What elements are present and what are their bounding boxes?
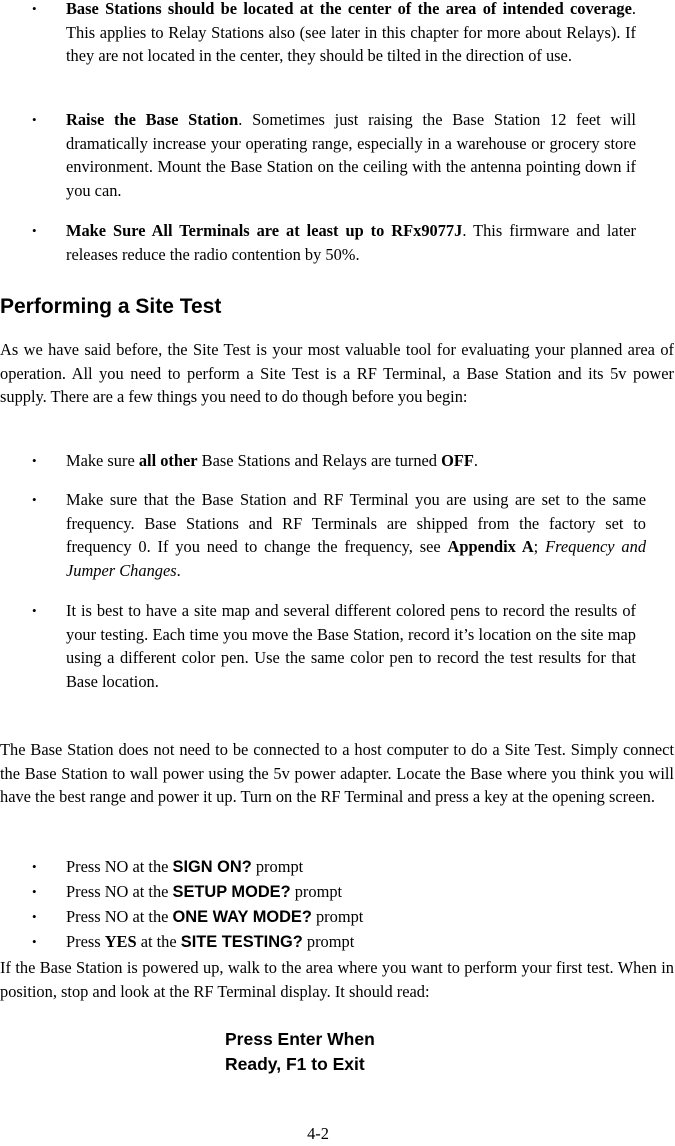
page-number: 4-2 (307, 1124, 329, 1143)
terminal-display-line-1: Press Enter When (225, 1029, 375, 1049)
appendix-reference: Appendix A (447, 537, 534, 557)
list-item (32, 0, 636, 69)
prompt-name: ONE WAY MODE? (172, 908, 312, 926)
list-item (32, 219, 636, 267)
bullet-text: . This firmware and later releases reduce the radio contention by 50%. (66, 221, 636, 264)
step-text: Press NO at the (66, 882, 173, 901)
bullet-text: . (473, 451, 478, 470)
bullet: • (32, 859, 37, 874)
prompt-name: SETUP MODE? (172, 883, 291, 901)
key-yes: YES (104, 932, 137, 951)
step-text: Press NO at the (66, 857, 173, 876)
bullet: • (32, 1, 37, 16)
bullet-text: Base Stations and Relays are turned (197, 451, 442, 470)
prompt-name: SITE TESTING? (180, 933, 303, 951)
bullet-text: It is best to have a site map and several different colored pens to record the results of your testing. Each time you move the Base Station, record it’s location on the site map using a different color pen. Use the same color pen to record the test results for that Base location. (66, 601, 636, 691)
bullet: • (32, 934, 37, 949)
display-instructions: If the Base Station is powered up, walk to the area where you want to perform your first test. When in position, stop and look at the RF Terminal display. It should read: (0, 958, 674, 1001)
bullet-text: Make sure (66, 451, 139, 470)
bullet: • (32, 909, 37, 924)
bullet-bold: OFF (441, 451, 474, 470)
bullet: • (32, 603, 37, 618)
bullet-bold-lead: Make Sure All Terminals are at least up to RFx9077J (66, 221, 463, 240)
bullet: • (32, 112, 37, 127)
step-text: prompt (311, 907, 364, 926)
bullet: • (32, 453, 37, 468)
bullet: • (32, 492, 37, 507)
prompt-name: SIGN ON? (172, 858, 252, 876)
bullet-bold-lead: Base Stations should be located at the center of the area of intended coverage (66, 0, 632, 18)
bullet-text: . (176, 560, 181, 580)
step-text: Press (66, 932, 105, 951)
step-text: prompt (290, 882, 343, 901)
bullet-bold-lead: Raise the Base Station (66, 110, 239, 129)
terminal-display-line-2: Ready, F1 to Exit (225, 1054, 365, 1074)
bullet-text: ; (533, 537, 546, 557)
appendix-title: Frequency and Jumper Changes (66, 537, 647, 580)
bullet-bold: all other (138, 451, 198, 470)
bullet: • (32, 884, 37, 899)
intro-paragraph: As we have said before, the Site Test is your most valuable tool for evaluating your planned area of operation. All you need to perform a Site Test is a RF Terminal, a Base Station and its 5v power supply. There are a few things you need to do though before you begin: (0, 340, 674, 407)
bullet: • (32, 223, 37, 238)
step-text: prompt (302, 932, 355, 951)
step-text: at the (136, 932, 181, 951)
list-item (32, 108, 636, 204)
site-test-paragraph: The Base Station does not need to be connected to a host computer to do a Site Test. Simply connect the Base Station to wall power using the 5v power adapter. Locate the Base where you think you will have the best range and power it up. Turn on the RF Terminal and press a key at the opening screen. (0, 740, 674, 807)
bullet-text: . Sometimes just raising the Base Station 12 feet will dramatically increase your operating range, especially in a warehouse or grocery store environment. Mount the Base Station on the ceiling with the antenna pointing down if you can. (66, 110, 636, 200)
step-text: prompt (251, 857, 304, 876)
bullet-text: Make sure that the Base Station and RF Terminal you are using are set to the same frequency. Base Stations and RF Terminals are shipped from the factory set to frequency 0. If you need to change the frequency, see (66, 490, 646, 557)
bullet-text: . This applies to Relay Stations also (see later in this chapter for more about Relays). If they are not located in the center, they should be tilted in the direction of use. (66, 0, 636, 66)
step-text: Press NO at the (66, 907, 173, 926)
section-heading: Performing a Site Test (0, 295, 222, 318)
